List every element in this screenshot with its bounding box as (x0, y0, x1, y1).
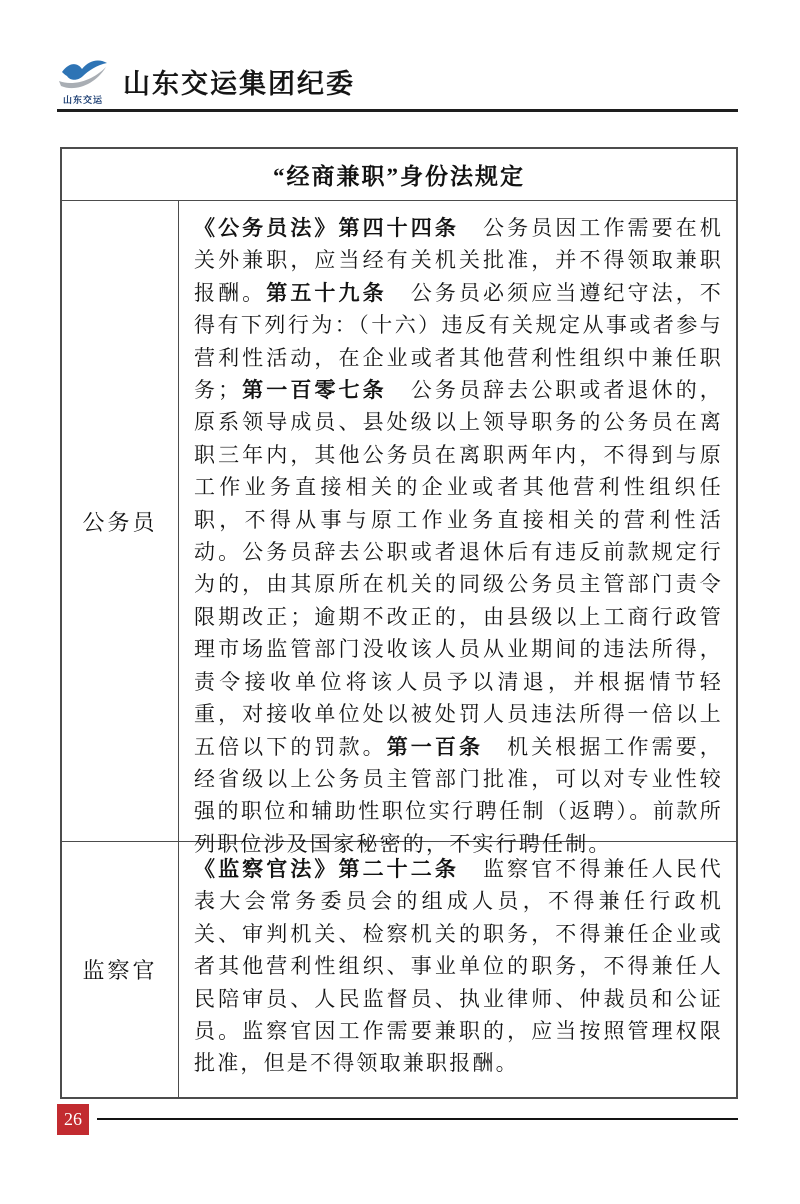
row-content-supervisor (179, 842, 736, 1097)
law-heading: 第五十九条 (266, 280, 387, 305)
bird-swoosh-icon (57, 56, 109, 92)
company-logo (55, 56, 111, 106)
law-text: 公务员因工作需要在机关外兼职，应当经有关机关批准，并不得领取兼职报酬。 (194, 216, 724, 305)
regulation-table (60, 147, 738, 1099)
row-content-civil-servant (179, 201, 736, 856)
header-brand (55, 56, 355, 106)
law-text: 公务员辞去公职或者退休的，原系领导成员、县处级以上领导职务的公务员在离职三年内，其他公务员在离职两年内，不得到与原工作业务直接相关的企业或者其他营利性组织任职，不得从事与原工作业务直接相关的营利性活动。公务员辞去公职或者退休后有违反前款规定行为的，由其原所在机关的同级公务员主管部门责令限期改正；逾期不改正的，由县级以上工商行政管理市场监管部门没收该人员从业期间的违法所得，责令接收单位将该人员予以清退，并根据情节轻重，对接收单位处以被处罚人员违法所得一倍以上五倍以下的罚款。 (194, 378, 724, 759)
law-heading: 《公务员法》第四十四条 (194, 216, 459, 240)
law-text: 监察官不得兼任人民代表大会常务委员会的组成人员，不得兼任行政机关、审判机关、检察机关的职务，不得兼任企业或者其他营利性组织、事业单位的职务，不得兼任人民陪审员、人民监督员、执业律师、仲裁员和公证员。监察官因工作需要兼职的，应当按照管理权限批准，但是不得领取兼职报酬。 (194, 857, 724, 1076)
table-title: “经商兼职”身份法规定 (62, 149, 736, 201)
page-number-badge: 26 (57, 1104, 89, 1135)
logo-wordmark: 山东交运 (62, 95, 103, 105)
row-label-supervisor: 监察官 (62, 842, 179, 1097)
law-heading: 第一百条 (386, 734, 484, 759)
row-label-civil-servant: 公务员 (62, 201, 179, 842)
footer-divider (97, 1118, 738, 1120)
header-divider (57, 109, 738, 112)
page-title: 山东交运集团纪委 (123, 68, 355, 99)
law-heading: 第一百零七条 (241, 378, 387, 403)
law-heading: 《监察官法》第二十二条 (194, 857, 459, 881)
law-text: 机关根据工作需要，经省级以上公务员主管部门批准，可以对专业性较强的职位和辅助性职位实行聘任制（返聘）。前款所列职位涉及国家秘密的，不实行聘任制。 (194, 734, 723, 856)
law-text: 公务员必须应当遵纪守法，不得有下列行为：（十六）违反有关规定从事或者参与营利性活动，在企业或者其他营利性组织中兼任职务； (194, 280, 724, 403)
